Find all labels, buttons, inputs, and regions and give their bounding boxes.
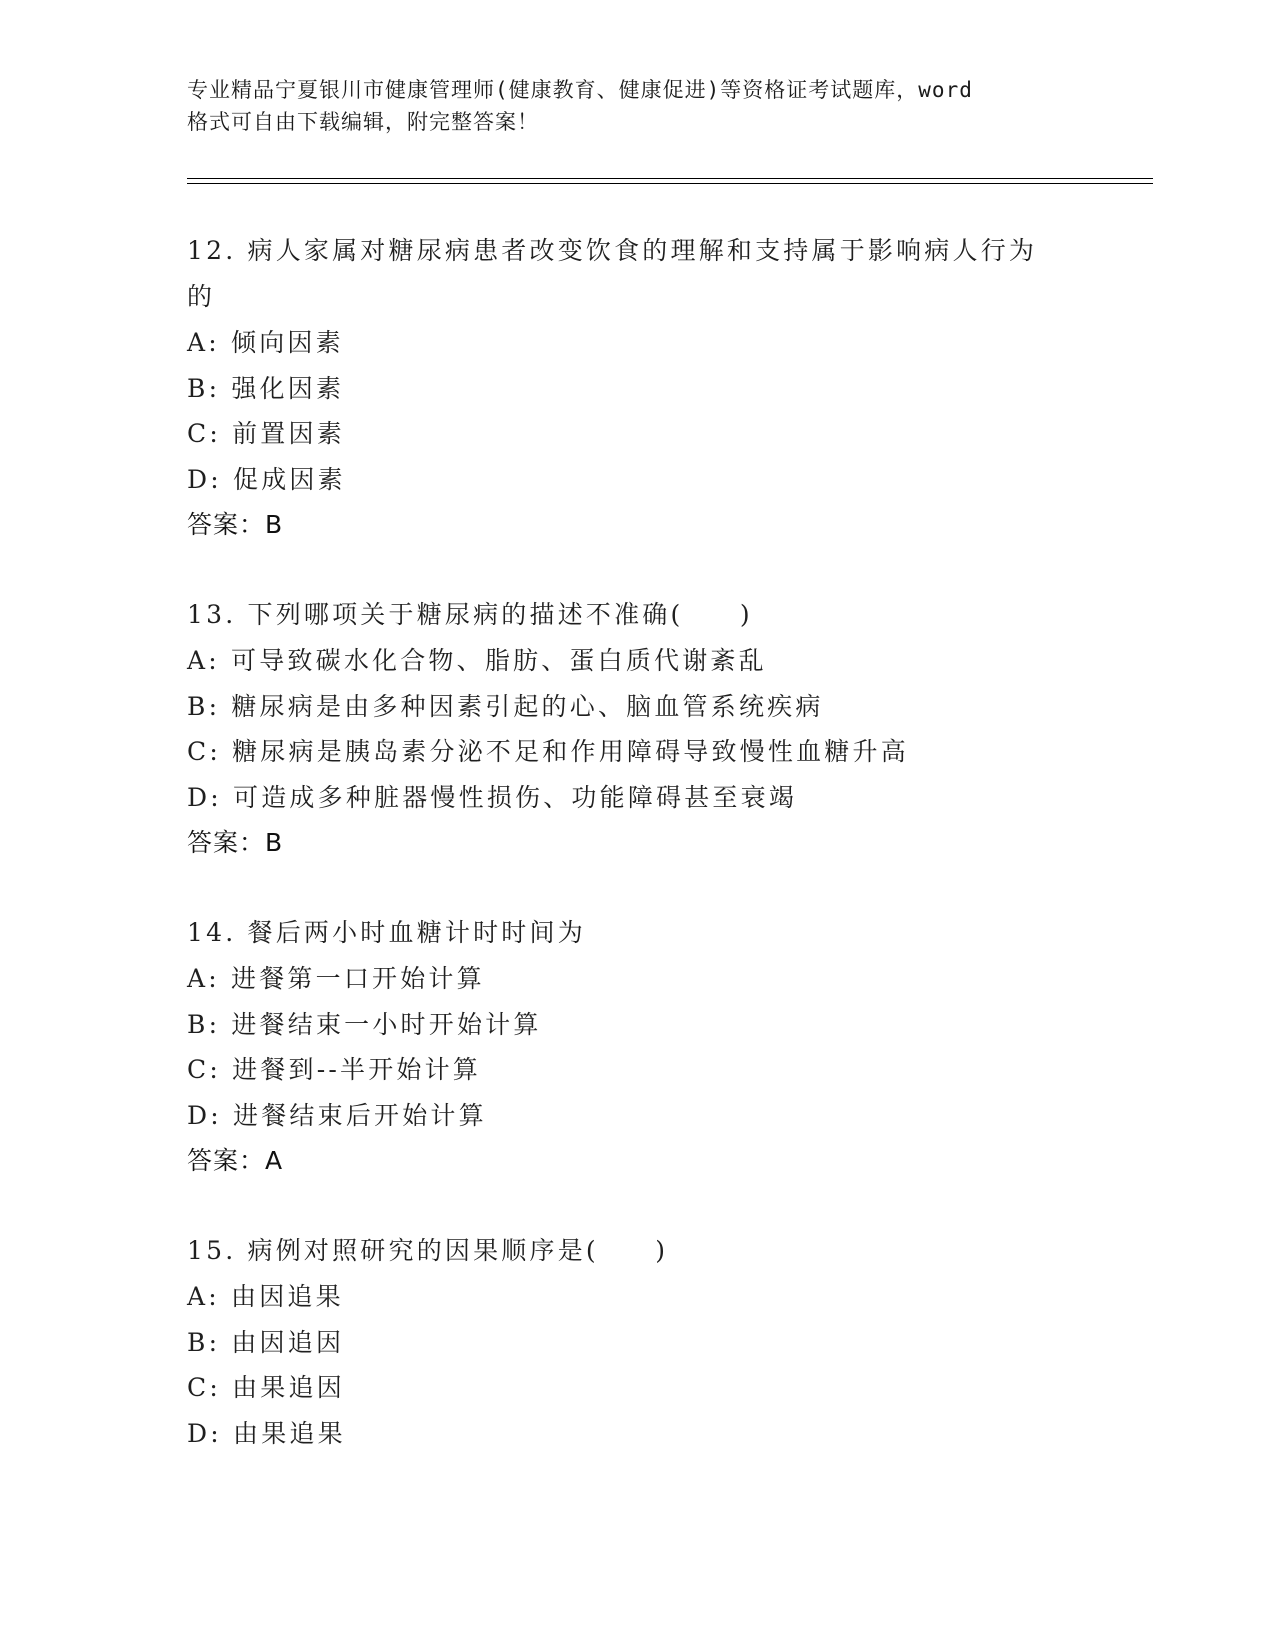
question-14 — [187, 910, 1087, 1184]
answer-line: 答案：B — [187, 510, 284, 539]
question-stem-continued: 的 — [187, 282, 216, 311]
option-c: C: 由果追因 — [187, 1373, 345, 1402]
question-stem: 12. 病人家属对糖尿病患者改变饮食的理解和支持属于影响病人行为 — [187, 236, 1038, 265]
header-divider-top — [187, 178, 1153, 179]
question-stem: 15. 病例对照研究的因果顺序是( ) — [187, 1236, 669, 1265]
answer-line: 答案：A — [187, 1146, 284, 1175]
option-b: B: 糖尿病是由多种因素引起的心、脑血管系统疾病 — [187, 691, 824, 721]
answer-line: 答案：B — [187, 828, 284, 857]
option-a: A: 进餐第一口开始计算 — [187, 964, 485, 993]
option-d: D: 可造成多种脏器慢性损伤、功能障碍甚至衰竭 — [187, 782, 798, 812]
header-divider-bottom — [187, 183, 1153, 184]
option-d: D: 促成因素 — [187, 464, 346, 494]
option-b: B: 进餐结束一小时开始计算 — [187, 1009, 542, 1039]
option-d: D: 由果追果 — [187, 1418, 346, 1448]
option-c: C: 前置因素 — [187, 419, 345, 448]
option-b: B: 强化因素 — [187, 373, 345, 403]
header-line-1: 专业精品宁夏银川市健康管理师(健康教育、健康促进)等资格证考试题库，word — [187, 78, 973, 102]
header-line-2: 格式可自由下载编辑，附完整答案！ — [187, 110, 539, 134]
option-c: C: 进餐到--半开始计算 — [187, 1055, 481, 1084]
option-a: A: 可导致碳水化合物、脂肪、蛋白质代谢紊乱 — [187, 646, 767, 675]
question-12 — [187, 228, 1087, 548]
question-stem: 14. 餐后两小时血糖计时时间为 — [187, 918, 586, 947]
option-d: D: 进餐结束后开始计算 — [187, 1100, 487, 1130]
question-stem: 13. 下列哪项关于糖尿病的描述不准确( ) — [187, 600, 753, 629]
option-a: A: 由因追果 — [187, 1282, 344, 1311]
option-b: B: 由因追因 — [187, 1327, 345, 1357]
document-header — [187, 74, 1067, 138]
option-a: A: 倾向因素 — [187, 328, 344, 357]
option-c: C: 糖尿病是胰岛素分泌不足和作用障碍导致慢性血糖升高 — [187, 737, 909, 766]
question-13 — [187, 592, 1087, 866]
question-15 — [187, 1228, 1087, 1456]
question-list — [187, 228, 1087, 1456]
